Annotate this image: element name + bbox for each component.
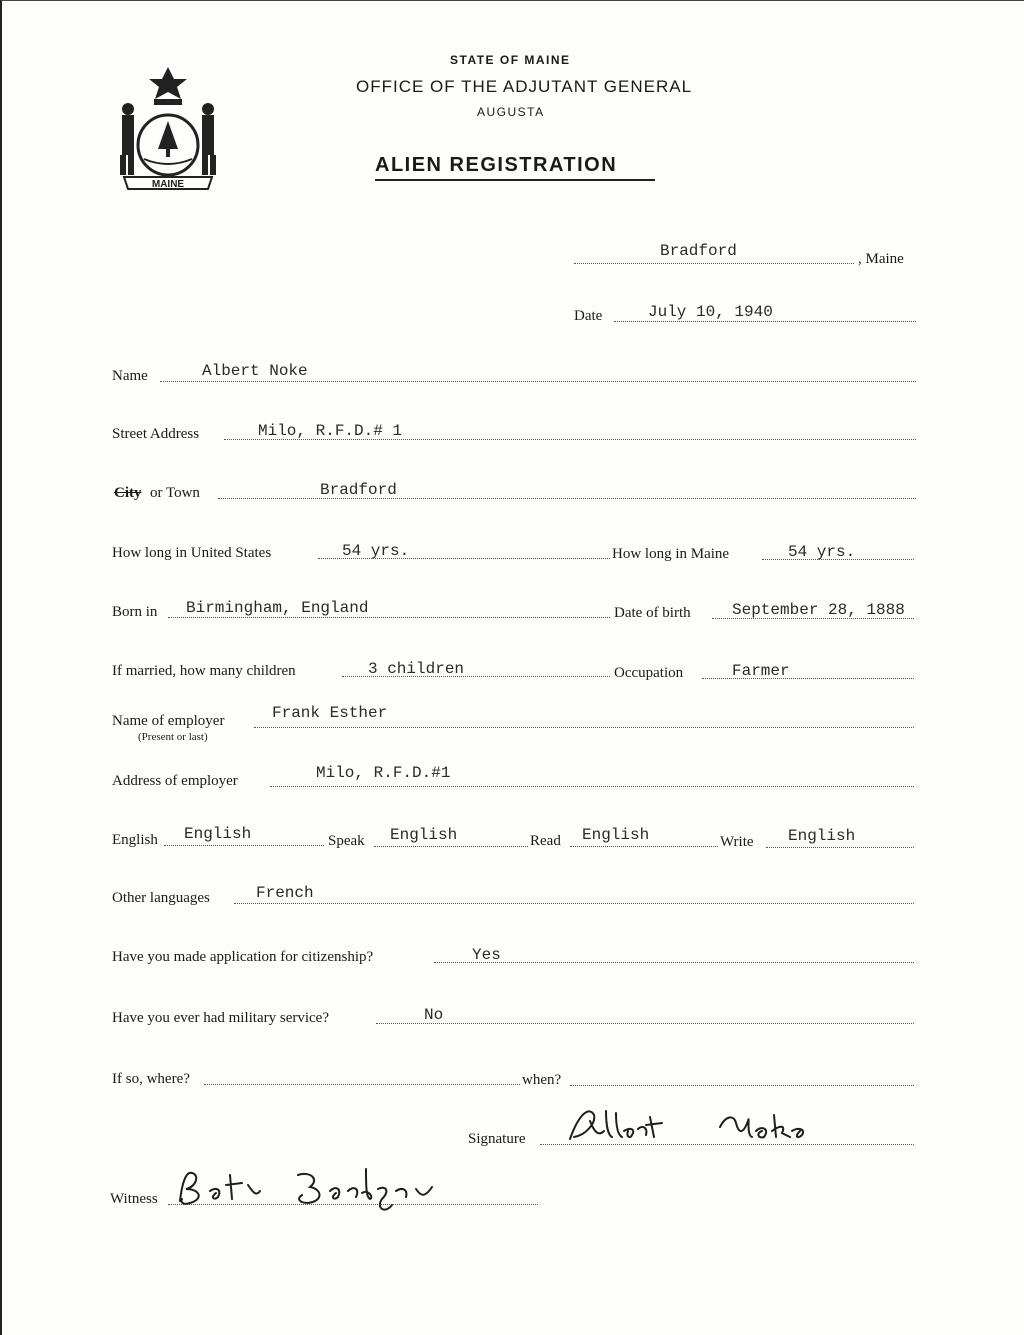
svg-text:MAINE: MAINE — [151, 179, 185, 190]
write-line — [766, 847, 914, 848]
maine-years-label: How long in Maine — [612, 546, 730, 562]
read-line — [570, 846, 718, 847]
english-line — [164, 845, 324, 846]
header-city: AUGUSTA — [477, 105, 545, 119]
english-value: English — [184, 825, 252, 843]
town-value: Bradford — [320, 481, 397, 499]
header-office: OFFICE OF THE ADJUTANT GENERAL — [356, 77, 693, 96]
military-value: No — [424, 1006, 444, 1024]
citizenship-value: Yes — [472, 946, 501, 964]
town-label: or Town — [150, 485, 200, 501]
place-line — [574, 263, 854, 264]
signature-label: Signature — [468, 1131, 526, 1147]
other-languages-line — [234, 903, 914, 904]
employer-sublabel: (Present or last) — [138, 731, 208, 743]
write-label: Write — [720, 834, 754, 850]
employer-address-value: Milo, R.F.D.#1 — [316, 764, 451, 782]
when-line — [570, 1085, 914, 1086]
occupation-value: Farmer — [732, 662, 790, 680]
other-languages-value: French — [256, 884, 314, 902]
when-label: when? — [522, 1072, 562, 1088]
employer-address-label: Address of employer — [112, 773, 238, 789]
employer-value: Frank Esther — [272, 704, 388, 722]
military-label: Have you ever had military service? — [112, 1010, 329, 1026]
place-suffix: , Maine — [858, 251, 904, 267]
us-years-value: 54 yrs. — [342, 542, 410, 560]
city-struck-label: City — [114, 485, 142, 501]
where-line — [204, 1084, 520, 1085]
name-line — [160, 381, 916, 382]
title-underline — [375, 179, 655, 181]
date-label: Date — [574, 308, 603, 324]
occupation-label: Occupation — [614, 665, 684, 681]
children-value: 3 children — [368, 660, 465, 678]
born-line — [168, 617, 610, 618]
speak-line — [374, 846, 528, 847]
citizenship-line — [434, 962, 914, 963]
dob-label: Date of birth — [614, 605, 691, 621]
english-label: English — [112, 832, 158, 848]
children-label: If married, how many children — [112, 663, 296, 679]
date-line — [614, 321, 916, 322]
speak-label: Speak — [328, 833, 365, 849]
form-title: ALIEN REGISTRATION — [375, 154, 618, 176]
witness-label: Witness — [110, 1191, 158, 1207]
military-line — [376, 1023, 914, 1024]
read-value: English — [582, 826, 650, 844]
other-languages-label: Other languages — [112, 890, 210, 906]
name-value: Albert Noke — [202, 362, 308, 380]
employer-label: Name of employer — [112, 713, 225, 729]
street-value: Milo, R.F.D.# 1 — [258, 422, 403, 440]
place-value: Bradford — [660, 242, 737, 260]
citizenship-label: Have you made application for citizenship? — [112, 949, 374, 965]
maine-years-value: 54 yrs. — [788, 543, 856, 561]
employer-address-line — [270, 786, 914, 787]
street-label: Street Address — [112, 426, 200, 442]
us-years-label: How long in United States — [112, 545, 272, 561]
born-label: Born in — [112, 604, 158, 620]
name-label: Name — [112, 368, 148, 384]
where-label: If so, where? — [112, 1071, 190, 1087]
signature-handwriting — [550, 1101, 850, 1153]
date-value: July 10, 1940 — [648, 303, 773, 321]
write-value: English — [788, 827, 856, 845]
read-label: Read — [530, 833, 561, 849]
employer-line — [254, 727, 914, 728]
dob-value: September 28, 1888 — [732, 601, 905, 619]
witness-handwriting — [170, 1161, 500, 1221]
born-value: Birmingham, England — [186, 599, 369, 617]
speak-value: English — [390, 826, 458, 844]
header-state: STATE OF MAINE — [450, 53, 571, 67]
